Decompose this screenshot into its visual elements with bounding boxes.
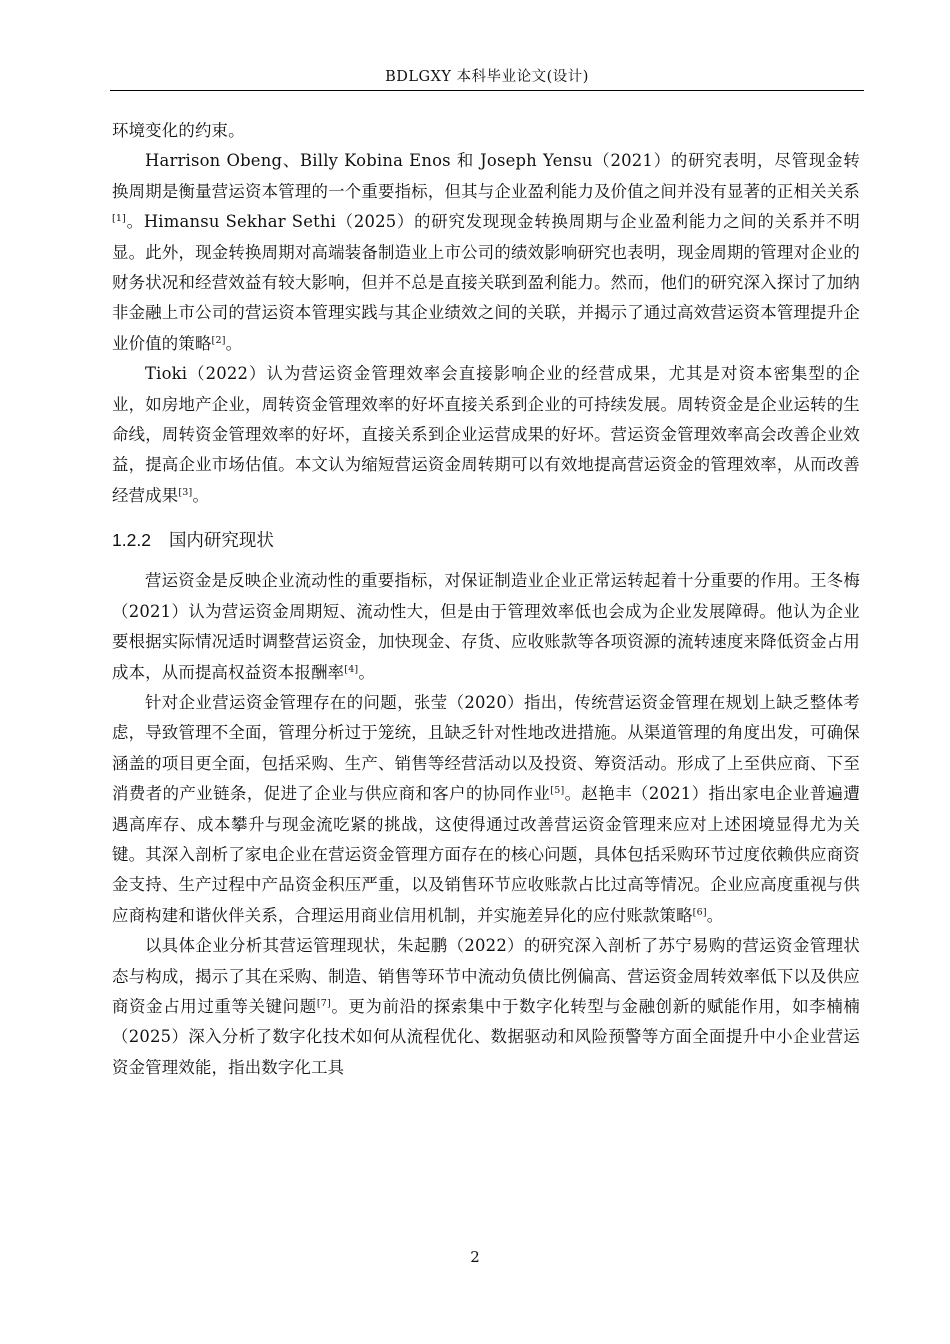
paragraph-domestic-research-3: 以具体企业分析其营运管理现状，朱起鹏（2022）的研究深入剖析了苏宁易购的营运资金管理状态与构成，揭示了其在采购、制造、销售等环节中流动负债比例偏高、营运资金周转效率低下以及供应商资金占用过重等关键问题[7]。更为前沿的探索集中于数字化转型与金融创新的赋能作用，如李楠楠（2025）深入分析了数字化技术如何从流程优化、数据驱动和风险预警等方面全面提升中小企业营运资金管理效能，指出数字化工具 [112, 936, 860, 1077]
section-number: 1.2.2 [112, 530, 151, 551]
paragraph-foreign-research-1: Harrison Obeng、Billy Kobina Enos 和 Joseph Yensu（2021）的研究表明，尽管现金转换周期是衡量营运资本管理的一个重要指标，但其与企业盈利能力及价值之间并没有显著的正相关关系[1]。Himansu Sekhar Sethi（2025）的研究发现现金转换周期与企业盈利能力之间的关系并不明显。此外，现金转换周期对高端装备制造业上市公司的绩效影响研究也表明，现金周期的管理对企业的财务状况和经营效益有较大影响，但并不总是直接关联到盈利能力。然而，他们的研究深入探讨了加纳非金融上市公司的营运资本管理实践与其企业绩效之间的关联，并揭示了通过高效营运资本管理提升企业价值的策略[2]。 [112, 151, 860, 353]
header-divider [110, 90, 864, 91]
section-title: 国内研究现状 [168, 531, 274, 552]
citation-7[interactable]: [7] [316, 997, 331, 1009]
citation-3[interactable]: [3] [178, 486, 193, 498]
paragraph-foreign-research-2: Tioki（2022）认为营运资金管理效率会直接影响企业的经营成果，尤其是对资本密集型的企业，如房地产企业，周转资金管理效率的好坏直接关系到企业的可持续发展。周转资金是企业运转的生命线，周转资金管理效率的好坏，直接关系到企业运营成果的好坏。营运资金管理效率高会改善企业效益，提高企业市场估值。本文认为缩短营运资金周转期可以有效地提高营运资金的管理效率，从而改善经营成果[3]。 [112, 364, 860, 505]
page-number: 2 [470, 1248, 480, 1266]
paragraph-continuation: 环境变化的约束。 [112, 121, 245, 140]
running-header: BDLGXY 本科毕业论文(设计) [385, 69, 589, 85]
section-heading [112, 525, 860, 556]
citation-6[interactable]: [6] [692, 906, 707, 918]
citation-1[interactable]: [1] [112, 213, 127, 225]
citation-5[interactable]: [5] [550, 785, 565, 797]
paragraph-domestic-research-2: 针对企业营运资金管理存在的问题，张莹（2020）指出，传统营运资金管理在规划上缺乏整体考虑，导致管理不全面，管理分析过于笼统，且缺乏针对性地改进措施。从渠道管理的角度出发，可确保涵盖的项目更全面，包括采购、生产、销售等经营活动以及投资、筹资活动。形成了上至供应商、下至消费者的产业链条，促进了企业与供应商和客户的协同作业[5]。赵艳丰（2021）指出家电企业普遍遭遇高库存、成本攀升与现金流吃紧的挑战，这使得通过改善营运资金管理来应对上述困境显得尤为关键。其深入剖析了家电企业在营运资金管理方面存在的核心问题，具体包括采购环节过度依赖供应商资金支持、生产过程中产品资金积压严重，以及销售环节应收账款占比过高等情况。企业应高度重视与供应商构建和谐伙伴关系，合理运用商业信用机制，并实施差异化的应付账款策略[6]。 [112, 692, 860, 925]
citation-2[interactable]: [2] [211, 334, 226, 346]
paragraph-domestic-research-1: 营运资金是反映企业流动性的重要指标，对保证制造业企业正常运转起着十分重要的作用。王冬梅（2021）认为营运资金周期短、流动性大，但是由于管理效率低也会成为企业发展障碍。他认为企业要根据实际情况适时调整营运资金，加快现金、存货、应收账款等各项资源的流转速度来降低资金占用成本，从而提高权益资本报酬率[4]。 [112, 571, 860, 682]
body-text [112, 116, 860, 1083]
citation-4[interactable]: [4] [344, 663, 359, 675]
